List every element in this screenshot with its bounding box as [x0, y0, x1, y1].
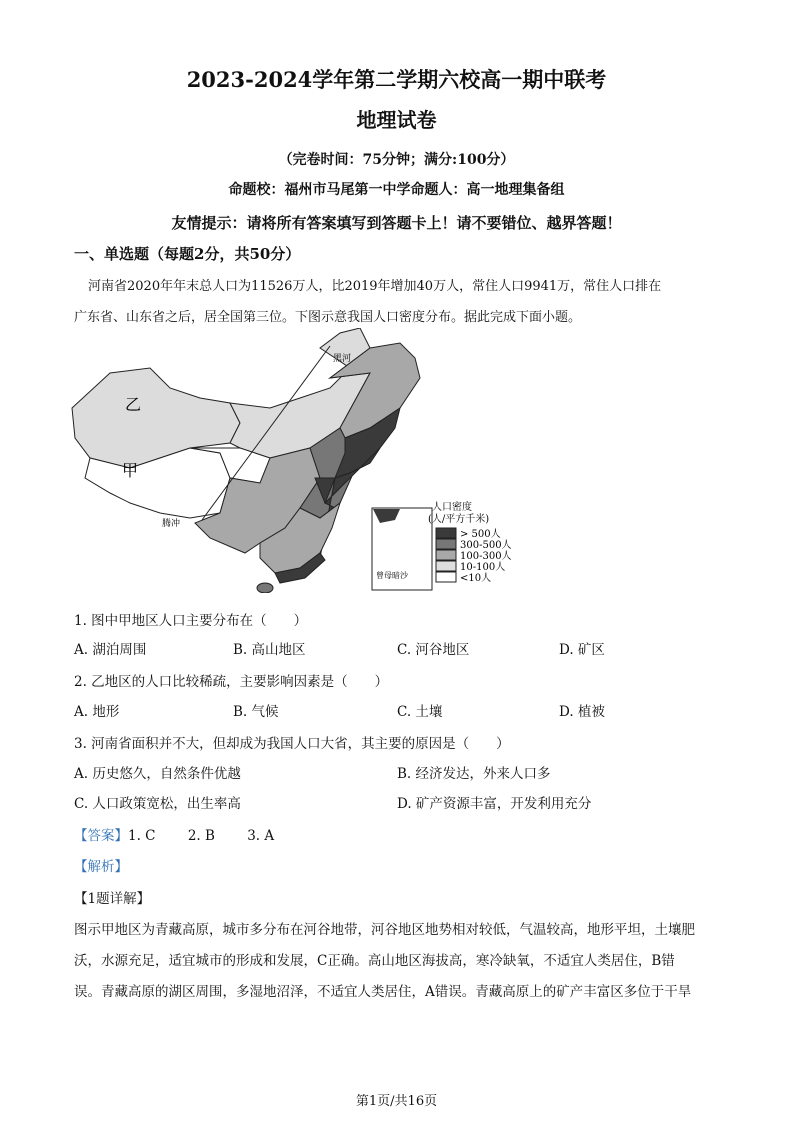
time-info: （完卷时间：75分钟；满分:100分） [278, 152, 515, 168]
legend-swatch [436, 572, 456, 582]
intro-line-1: 河南省2020年年末总人口为11526万人，比2019年增加40万人，常住人口9941万，常住人口排在 [88, 279, 662, 294]
q2-option-a[interactable]: A. 地形 [74, 704, 120, 720]
analysis-label: 【解析】 [74, 859, 128, 875]
question-2-stem: 2. 乙地区的人口比较稀疏，主要影响因素是（ ） [74, 674, 389, 690]
tip: 友情提示：请将所有答案填写到答题卡上！请不要错位、越界答题！ [171, 214, 622, 232]
question-3-stem: 3. 河南省面积并不大，但却成为我国人口大省，其主要的原因是（ ） [74, 736, 510, 752]
legend-title-1: 人口密度 [432, 502, 472, 513]
answer-1: 1. C [128, 828, 156, 844]
q3-option-c[interactable]: C. 人口政策宽松，出生率高 [74, 796, 241, 812]
answer-label: 【答案】 [74, 828, 128, 844]
q3-option-b[interactable]: B. 经济发达，外来人口多 [397, 766, 551, 782]
subject-title: 地理试卷 [356, 108, 437, 132]
section-title: 一、单选题（每题2分，共50分） [74, 245, 301, 263]
q2-option-c[interactable]: C. 土壤 [397, 704, 443, 720]
legend-title-2: (人/平方千米) [428, 514, 490, 525]
answer-line [74, 824, 274, 844]
page-footer: 第1页/共16页 [355, 1094, 438, 1109]
analysis-line-2: 沃，水源充足，适宜城市的形成和发展，C正确。高山地区海拔高，寒冷缺氧，不适宜人类居住，B错 [74, 953, 675, 969]
analysis-subtitle: 【1题详解】 [74, 891, 151, 907]
exam-title: 2023-2024学年第二学期六校高一期中联考 [186, 67, 607, 92]
label-heihe: 黑河 [333, 354, 352, 364]
legend-swatch [436, 539, 456, 549]
region-hainan [257, 583, 273, 593]
south-sea-inset [372, 508, 432, 590]
q1-option-c[interactable]: C. 河谷地区 [397, 642, 470, 658]
legend-label: 10-100人 [460, 562, 506, 573]
legend-swatch [436, 528, 456, 538]
inset-label: 曾母暗沙 [376, 571, 408, 580]
legend-label: 100-300人 [460, 551, 512, 562]
q1-option-d[interactable]: D. 矿区 [559, 642, 605, 658]
legend-label: > 500人 [460, 529, 501, 540]
legend [436, 527, 512, 584]
label-yi: 乙 [125, 395, 142, 414]
q2-option-b[interactable]: B. 气候 [233, 704, 279, 720]
q3-option-a[interactable]: A. 历史悠久，自然条件优越 [74, 766, 241, 782]
population-density-map [70, 328, 530, 593]
question-1-stem: 1. 图中甲地区人口主要分布在（ ） [74, 613, 308, 629]
intro-line-2: 广东省、山东省之后，居全国第三位。下图示意我国人口密度分布。据此完成下面小题。 [74, 310, 582, 325]
q3-option-d[interactable]: D. 矿产资源丰富，开发利用充分 [397, 796, 592, 812]
legend-swatch [436, 561, 456, 571]
legend-label: <10人 [460, 573, 492, 584]
answer-2: 2. B [187, 828, 215, 844]
q1-option-a[interactable]: A. 湖泊周围 [74, 642, 147, 658]
school-info: 命题校：福州市马尾第一中学命题人：高一地理集备组 [228, 182, 565, 198]
label-tengchong: 腾冲 [162, 519, 181, 529]
legend-label: 300-500人 [460, 540, 512, 551]
q1-option-b[interactable]: B. 高山地区 [233, 642, 306, 658]
answer-3: 3. A [247, 828, 275, 844]
legend-swatch [436, 550, 456, 560]
analysis-line-3: 误。青藏高原的湖区周围，多湿地沼泽，不适宜人类居住，A错误。青藏高原上的矿产丰富区多位于干旱 [74, 984, 692, 1000]
label-jia: 甲 [122, 461, 139, 480]
analysis-line-1: 图示甲地区为青藏高原，城市多分布在河谷地带，河谷地区地势相对较低，气温较高，地形平坦，土壤肥 [74, 922, 695, 938]
q2-option-d[interactable]: D. 植被 [559, 704, 605, 720]
